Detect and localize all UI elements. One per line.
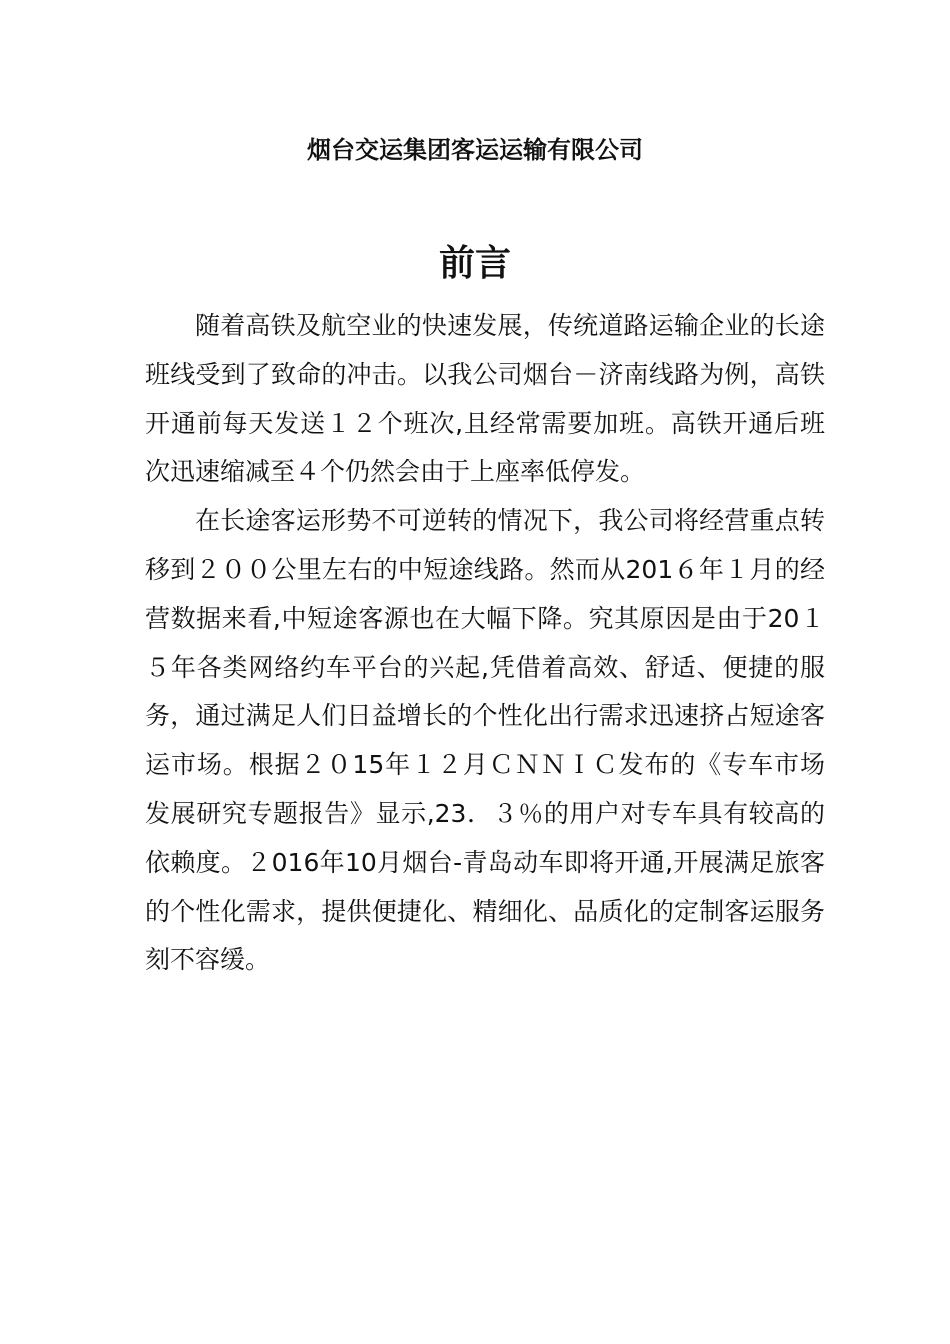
company-name: 烟台交运集团客运运输有限公司 [307,136,643,164]
paragraph-1: 随着高铁及航空业的快速发展，传统道路运输企业的长途班线受到了致命的冲击。以我公司烟台－济南线路为例，高铁开通前每天发送１２个班次,且经常需要加班。高铁开通后班次迅速缩减至４个仍然会由于上座率低停发。 [145,311,825,487]
preface-body [145,302,825,985]
preface-heading: 前言 [438,243,511,284]
paragraph-2: 在长途客运形势不可逆转的情况下，我公司将经营重点转移到２００公里左右的中短途线路。然而从201６年１月的经营数据来看,中短途客源也在大幅下降。究其原因是由于20１５年各类网络约车平台的兴起,凭借着高效、舒适、便捷的服务，通过满足人们日益增长的个性化出行需求迅速挤占短途客运市场。根据２０15年１２月ＣＮＮＩＣ发布的《专车市场发展研究专题报告》显示,23．３％的用户对专车具有较高的依赖度。２016年10月烟台-青岛动车即将开通,开展满足旅客的个性化需求，提供便捷化、精细化、品质化的定制客运服务刻不容缓。 [145,506,825,975]
